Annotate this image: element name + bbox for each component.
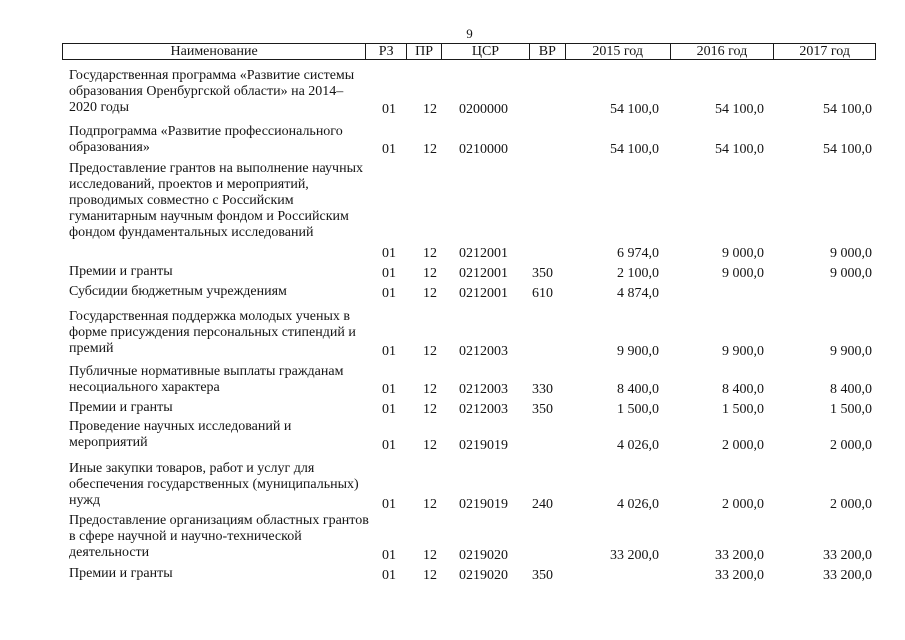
row-csr: 0212001	[459, 286, 508, 301]
header-2016: 2016 год	[670, 44, 774, 59]
row-rz: 01	[382, 568, 396, 583]
row-2017: 9 900,0	[830, 344, 872, 359]
row-pr: 12	[423, 142, 437, 157]
row-pr: 12	[423, 402, 437, 417]
row-rz: 01	[382, 438, 396, 453]
row-csr: 0210000	[459, 142, 508, 157]
row-2017: 33 200,0	[823, 568, 872, 583]
row-2017: 9 000,0	[830, 246, 872, 261]
row-vr: 350	[532, 568, 553, 583]
row-pr: 12	[423, 438, 437, 453]
row-rz: 01	[382, 102, 396, 117]
row-2016: 33 200,0	[715, 548, 764, 563]
row-name: Субсидии бюджетным учреждениям	[69, 284, 287, 299]
header-rz: РЗ	[365, 44, 406, 59]
row-csr: 0219019	[459, 438, 508, 453]
row-name: Подпрограмма «Развитие профессионального образования»	[69, 124, 343, 155]
table-row	[62, 284, 876, 302]
row-csr: 0200000	[459, 102, 508, 117]
table-row	[62, 419, 876, 454]
table-header	[62, 43, 876, 60]
header-2017: 2017 год	[773, 44, 875, 59]
row-2015: 54 100,0	[610, 102, 659, 117]
row-csr: 0212001	[459, 266, 508, 281]
header-name: Наименование	[170, 44, 258, 59]
row-pr: 12	[423, 548, 437, 563]
row-vr: 240	[532, 497, 553, 512]
row-pr: 12	[423, 497, 437, 512]
row-2016: 1 500,0	[722, 402, 764, 417]
row-name: Премии и гранты	[69, 400, 173, 415]
row-rz: 01	[382, 286, 396, 301]
row-2015: 33 200,0	[610, 548, 659, 563]
row-pr: 12	[423, 246, 437, 261]
row-rz: 01	[382, 548, 396, 563]
row-name: Премии и гранты	[69, 566, 173, 581]
table-row	[62, 161, 876, 262]
row-2015: 9 900,0	[617, 344, 659, 359]
row-2015: 6 974,0	[617, 246, 659, 261]
table-row	[62, 364, 876, 398]
table-row	[62, 461, 876, 513]
table-row	[62, 124, 876, 158]
row-pr: 12	[423, 568, 437, 583]
row-vr: 350	[532, 266, 553, 281]
row-csr: 0212003	[459, 382, 508, 397]
header-pr: ПР	[406, 44, 441, 59]
row-csr: 0212003	[459, 344, 508, 359]
row-csr: 0212001	[459, 246, 508, 261]
row-2017: 2 000,0	[830, 438, 872, 453]
row-2015: 4 026,0	[617, 438, 659, 453]
table-row	[62, 566, 876, 584]
row-name: Публичные нормативные выплаты гражданам несоциального характера	[69, 364, 344, 395]
row-rz: 01	[382, 497, 396, 512]
row-pr: 12	[423, 344, 437, 359]
header-vr: ВР	[529, 44, 565, 59]
row-rz: 01	[382, 402, 396, 417]
row-name: Государственная программа «Развитие системы образования Оренбургской области» на 2014–2020 годы	[69, 68, 355, 115]
table-row	[62, 264, 876, 282]
table-row	[62, 68, 876, 118]
row-2017: 33 200,0	[823, 548, 872, 563]
row-csr: 0212003	[459, 402, 508, 417]
row-2015: 4 874,0	[617, 286, 659, 301]
row-name: Премии и гранты	[69, 264, 173, 279]
row-name: Государственная поддержка молодых ученых в форме присуждения персональных стипендий и премий	[69, 309, 356, 356]
row-2017: 9 000,0	[830, 266, 872, 281]
table-row	[62, 513, 876, 564]
row-2015: 4 026,0	[617, 497, 659, 512]
row-pr: 12	[423, 382, 437, 397]
row-csr: 0219020	[459, 568, 508, 583]
row-name: Иные закупки товаров, работ и услуг для обеспечения государственных (муниципальных) нужд	[69, 461, 359, 508]
row-2017: 1 500,0	[830, 402, 872, 417]
row-vr: 350	[532, 402, 553, 417]
header-2015: 2015 год	[565, 44, 670, 59]
table-row	[62, 309, 876, 360]
row-2015: 1 500,0	[617, 402, 659, 417]
row-rz: 01	[382, 142, 396, 157]
row-2016: 9 900,0	[722, 344, 764, 359]
row-vr: 610	[532, 286, 553, 301]
row-2015: 54 100,0	[610, 142, 659, 157]
row-2016: 2 000,0	[722, 438, 764, 453]
row-pr: 12	[423, 266, 437, 281]
row-2016: 9 000,0	[722, 266, 764, 281]
row-pr: 12	[423, 102, 437, 117]
row-csr: 0219019	[459, 497, 508, 512]
row-vr: 330	[532, 382, 553, 397]
page-number: 9	[466, 26, 473, 41]
row-csr: 0219020	[459, 548, 508, 563]
row-rz: 01	[382, 246, 396, 261]
row-name: Предоставление организациям областных грантов в сфере научной и научно-технической деятельности	[69, 513, 369, 560]
row-2017: 54 100,0	[823, 102, 872, 117]
row-name: Предоставление грантов на выполнение научных исследований, проектов и мероприятий, проводимых совместно с Российским гуманитарным научным фондом и Российским фондом фундаментальных исследований	[69, 161, 363, 240]
row-pr: 12	[423, 286, 437, 301]
row-2017: 8 400,0	[830, 382, 872, 397]
row-2016: 54 100,0	[715, 142, 764, 157]
row-rz: 01	[382, 344, 396, 359]
row-2016: 9 000,0	[722, 246, 764, 261]
row-2017: 54 100,0	[823, 142, 872, 157]
row-2016: 33 200,0	[715, 568, 764, 583]
header-csr: ЦСР	[441, 44, 529, 59]
row-2016: 54 100,0	[715, 102, 764, 117]
row-rz: 01	[382, 266, 396, 281]
table-row	[62, 400, 876, 418]
row-2015: 2 100,0	[617, 266, 659, 281]
row-2017: 2 000,0	[830, 497, 872, 512]
row-rz: 01	[382, 382, 396, 397]
row-2016: 8 400,0	[722, 382, 764, 397]
row-2016: 2 000,0	[722, 497, 764, 512]
row-name: Проведение научных исследований и мероприятий	[69, 419, 292, 450]
row-2015: 8 400,0	[617, 382, 659, 397]
